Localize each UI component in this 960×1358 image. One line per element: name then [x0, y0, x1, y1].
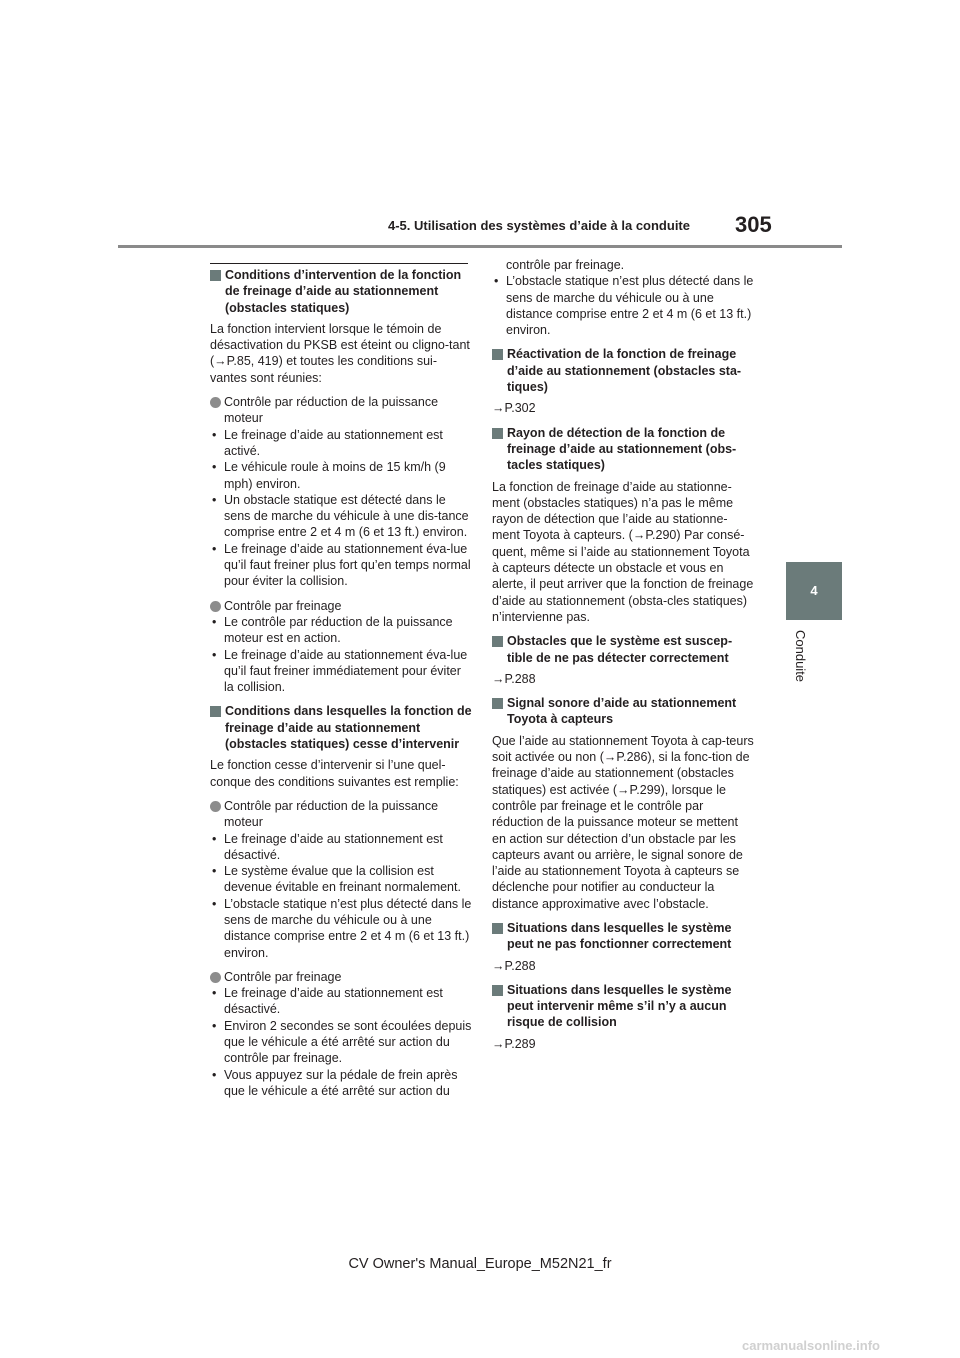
- bullet-item: • Le freinage d’aide au stationnement éva-lue qu’il faut freiner plus fort qu’en temps normal pour éviter la collision.: [212, 541, 471, 589]
- paragraph: La fonction intervient lorsque le témoin de désactivation du PKSB est éteint ou cligno-tant (→P.85, 419) et toutes les conditions sui-vantes sont réunies:: [210, 321, 470, 385]
- section-heading: Obstacles que le système est suscep-tible de ne pas détecter correctement: [492, 633, 754, 666]
- page-number: 305: [735, 212, 772, 237]
- bullet-item: • Vous appuyez sur la pédale de frein après que le véhicule a été arrêté sur action du: [212, 1067, 458, 1098]
- circle-bullet-icon: [210, 601, 221, 612]
- paragraph: La fonction de freinage d’aide au stationne-ment (obstacles statiques) n’a pas le même rayon de détection que l’aide au stationne-ment Toyota à capteurs. (→P.290) Par consé-quent, même si l’aide au stationnement Toyota à capteurs détecte un obstacle et vous en alerte, il peut arriver que la fonction de freinage d’aide au stationnement (obsta-cles statiques) n’intervienne pas.: [492, 479, 754, 624]
- square-bullet-icon: [210, 270, 221, 281]
- square-bullet-icon: [492, 349, 503, 360]
- page-reference[interactable]: →P.288: [492, 958, 536, 973]
- square-bullet-icon: [492, 636, 503, 647]
- bullet-item: • L’obstacle statique n’est plus détecté dans le sens de marche du véhicule ou à une distance comprise entre 2 et 4 m (6 et 13 ft.) environ.: [212, 896, 472, 960]
- condition-item: Contrôle par réduction de la puissance moteur: [210, 394, 472, 427]
- condition-item: Contrôle par freinage: [210, 598, 472, 614]
- square-bullet-icon: [492, 985, 503, 996]
- bullet-item: • Le freinage d’aide au stationnement est désactivé.: [212, 831, 443, 862]
- condition-item: Contrôle par réduction de la puissance moteur: [210, 798, 472, 831]
- circle-bullet-icon: [210, 801, 221, 812]
- paragraph: Que l’aide au stationnement Toyota à cap-teurs soit activée ou non (→P.286), si la fonc-tion de freinage d’aide au stationnement (obstacles statiques) est activée (→P.299), lorsque le contrôle par freinage et le contrôle par réduction de la puissance moteur se mettent en action sur détection d’un obstacle par les capteurs avant ou arrière, le signal sonore de l’aide au stationnement Toyota à capteurs se déclenche pour notifier au conducteur la distance approximative avec l’obstacle.: [492, 733, 754, 911]
- section-heading: Conditions dans lesquelles la fonction de freinage d’aide au stationnement (obstacles statiques) cesse d’intervenir: [210, 703, 472, 752]
- chapter-tab: 4: [786, 562, 842, 620]
- square-bullet-icon: [492, 923, 503, 934]
- footer-text: CV Owner's Manual_Europe_M52N21_fr: [348, 1256, 612, 1272]
- bullet-item: • Environ 2 secondes se sont écoulées depuis que le véhicule a été arrêté sur action du contrôle par freinage.: [212, 1018, 472, 1066]
- page-reference[interactable]: →P.289: [492, 1036, 536, 1051]
- section-heading: Signal sonore d’aide au stationnement Toyota à capteurs: [492, 695, 754, 728]
- condition-group: [210, 394, 472, 590]
- bullet-item: • Un obstacle statique est détecté dans le sens de marche du véhicule à une dis-tance comprise entre 2 et 4 m (6 et 13 ft.) environ.: [212, 492, 469, 540]
- condition-item: Contrôle par freinage: [210, 969, 472, 985]
- section-heading: Conditions d’intervention de la fonction de freinage d’aide au stationnement (obstacles statiques): [210, 267, 472, 316]
- square-bullet-icon: [210, 706, 221, 717]
- right-column: [492, 257, 754, 1060]
- condition-group: [210, 798, 472, 961]
- bullet-item: • Le freinage d’aide au stationnement éva-lue qu’il faut freiner immédiatement pour éviter la collision.: [212, 647, 468, 695]
- section-heading: Rayon de détection de la fonction de freinage d’aide au stationnement (obs-tacles statiques): [492, 425, 754, 474]
- bullet-item: • Le système évalue que la collision est devenue évitable en freinant normalement.: [212, 864, 461, 895]
- chapter-side-label: Conduite: [793, 630, 808, 683]
- bullet-item: • Le freinage d’aide au stationnement est activé.: [212, 427, 443, 458]
- section-heading: Réactivation de la fonction de freinage d’aide au stationnement (obstacles sta-tiques): [492, 346, 754, 395]
- section-title: 4-5. Utilisation des systèmes d’aide à la conduite: [388, 218, 690, 233]
- circle-bullet-icon: [210, 972, 221, 983]
- left-column: [210, 267, 472, 1107]
- bullet-item: • Le contrôle par réduction de la puissance moteur est en action.: [212, 614, 453, 646]
- continued-text: contrôle par freinage.: [506, 258, 625, 272]
- condition-group: [210, 969, 472, 1099]
- section-rule: [210, 263, 468, 264]
- circle-bullet-icon: [210, 397, 221, 408]
- header-rule: [118, 245, 842, 248]
- continued-list: [492, 257, 754, 338]
- paragraph: Le fonction cesse d’intervenir si l’une quel-conque des conditions suivantes est remplie:: [210, 758, 459, 789]
- section-heading: Situations dans lesquelles le système peut intervenir même s’il n’y a aucun risque de collision: [492, 982, 754, 1031]
- bullet-item: • Le freinage d’aide au stationnement est désactivé.: [212, 986, 443, 1017]
- section-heading: Situations dans lesquelles le système peut ne pas fonctionner correctement: [492, 920, 754, 953]
- watermark: carmanualsonline.info: [742, 1338, 880, 1353]
- page-reference[interactable]: →P.302: [492, 401, 536, 416]
- bullet-item: • L’obstacle statique n’est plus détecté dans le sens de marche du véhicule ou à une distance comprise entre 2 et 4 m (6 et 13 ft.) environ.: [494, 274, 754, 338]
- page-reference[interactable]: →P.288: [492, 671, 536, 686]
- square-bullet-icon: [492, 698, 503, 709]
- square-bullet-icon: [492, 428, 503, 439]
- bullet-item: • Le véhicule roule à moins de 15 km/h (9 mph) environ.: [212, 460, 446, 491]
- condition-group: [210, 598, 472, 696]
